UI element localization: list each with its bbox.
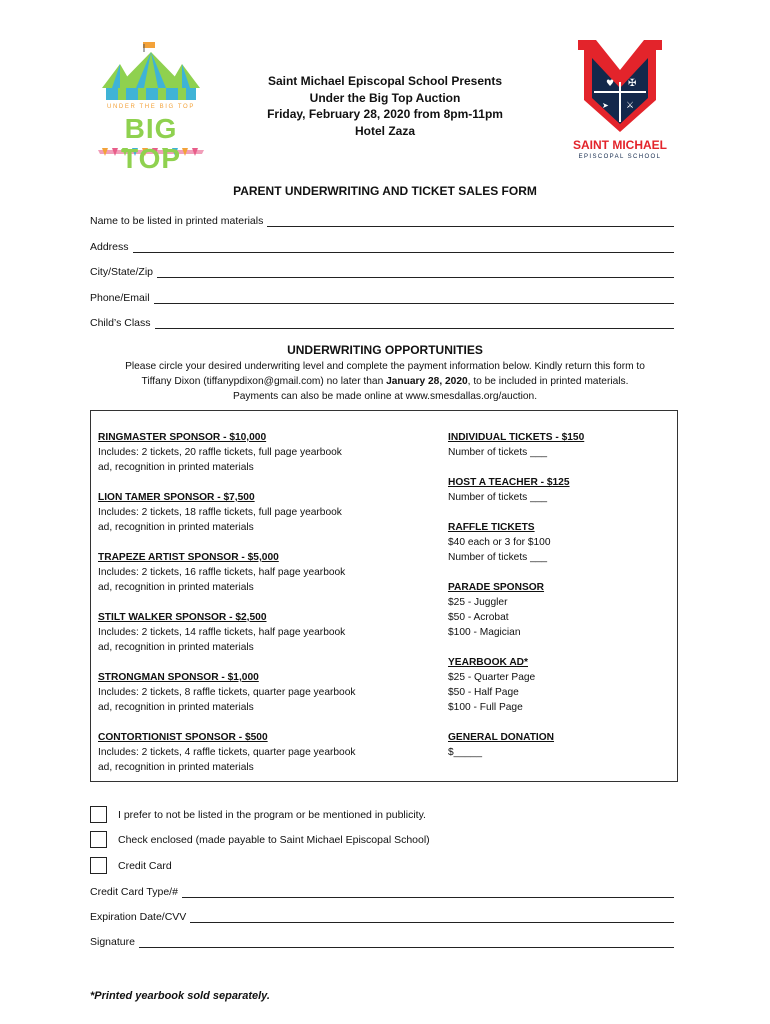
header-line-4: Hotel Zaza <box>354 123 415 138</box>
school-name: SAINT MICHAEL <box>573 138 667 152</box>
item-title: HOST A TEACHER - $125 <box>448 477 570 488</box>
sponsor-desc: ad, recognition in printed materials <box>98 582 254 593</box>
intro-line-1: Please circle your desired underwriting level and complete the payment information below. Kindly return this form to <box>125 361 645 372</box>
item-line: Number of tickets ___ <box>448 552 548 563</box>
header-line-1: Saint Michael Episcopal School Presents <box>267 74 503 88</box>
sponsor-ringmaster[interactable] <box>98 430 388 475</box>
credit-card-option[interactable] <box>90 857 172 874</box>
item-line: $100 - Magician <box>448 627 521 638</box>
school-shield-icon <box>566 36 674 136</box>
city-state-zip-field[interactable] <box>90 264 674 278</box>
field-line[interactable] <box>133 242 674 253</box>
item-line: $50 - Half Page <box>448 687 519 698</box>
sponsor-desc: ad, recognition in printed materials <box>98 702 254 713</box>
underwriting-title: UNDERWRITING OPPORTUNITIES <box>287 343 483 357</box>
child-class-field[interactable] <box>90 315 674 329</box>
intro-text: , to be included in printed materials. <box>467 376 629 387</box>
field-line[interactable] <box>154 293 674 304</box>
raffle-tickets[interactable] <box>448 520 668 565</box>
sponsor-contortionist[interactable] <box>98 730 388 775</box>
item-title: PARADE SPONSOR <box>448 582 545 593</box>
item-title: RAFFLE TICKETS <box>448 522 535 533</box>
yearbook-ad[interactable] <box>448 655 668 715</box>
sponsor-strongman[interactable] <box>98 670 388 715</box>
intro-line-2 <box>90 374 680 389</box>
svg-text:♥: ♥ <box>606 79 615 89</box>
sponsor-title: STILT WALKER SPONSOR - $2,500 <box>98 612 267 623</box>
sponsor-title: STRONGMAN SPONSOR - $1,000 <box>98 672 259 683</box>
no-publicity-checkbox[interactable] <box>90 806 107 823</box>
field-label: Address <box>90 241 129 253</box>
sponsor-stilt-walker[interactable] <box>98 610 388 655</box>
check-enclosed-option[interactable] <box>90 831 430 848</box>
item-line: $25 - Juggler <box>448 597 508 608</box>
sponsor-desc: ad, recognition in printed materials <box>98 522 254 533</box>
checkbox-label: Check enclosed (made payable to Saint Michael Episcopal School) <box>118 833 430 846</box>
field-label: Child’s Class <box>90 317 151 329</box>
sponsor-title: CONTORTIONIST SPONSOR - $500 <box>98 732 268 743</box>
underwriting-intro <box>90 359 680 404</box>
sponsor-desc: Includes: 2 tickets, 8 raffle tickets, quarter page yearbook <box>98 687 356 698</box>
sponsor-title: LION TAMER SPONSOR - $7,500 <box>98 492 255 503</box>
saint-michael-logo <box>566 36 674 170</box>
general-donation[interactable] <box>448 730 668 760</box>
field-label: Expiration Date/CVV <box>90 911 187 923</box>
expiration-cvv-field[interactable] <box>90 909 674 923</box>
sponsor-desc: ad, recognition in printed materials <box>98 642 254 653</box>
check-enclosed-checkbox[interactable] <box>90 831 107 848</box>
field-line[interactable] <box>157 267 674 278</box>
signature-field[interactable] <box>90 934 674 948</box>
big-top-logo <box>98 42 204 174</box>
checkbox-label: I prefer to not be listed in the program or be mentioned in publicity. <box>118 808 426 821</box>
address-field[interactable] <box>90 239 674 253</box>
field-label: Credit Card Type/# <box>90 886 178 898</box>
sponsor-desc: Includes: 2 tickets, 18 raffle tickets, full page yearbook <box>98 507 342 518</box>
field-line[interactable] <box>182 887 674 898</box>
sponsor-lion-tamer[interactable] <box>98 490 388 535</box>
intro-text: Tiffany Dixon (tiffanypdixon@gmail.com) no later than <box>141 376 387 387</box>
field-line[interactable] <box>267 216 674 227</box>
logo-small-text: UNDER THE BIG TOP <box>107 104 195 110</box>
sponsor-desc: ad, recognition in printed materials <box>98 462 254 473</box>
sponsor-trapeze-artist[interactable] <box>98 550 388 595</box>
credit-card-type-field[interactable] <box>90 884 674 898</box>
sponsor-desc: Includes: 2 tickets, 4 raffle tickets, quarter page yearbook <box>98 747 356 758</box>
header-line-3: Friday, February 28, 2020 from 8pm-11pm <box>267 107 503 121</box>
item-line: $50 - Acrobat <box>448 612 509 623</box>
item-title: YEARBOOK AD* <box>448 657 528 668</box>
sponsor-desc: Includes: 2 tickets, 20 raffle tickets, full page yearbook <box>98 447 342 458</box>
logo-big-text: BIG TOP <box>120 113 182 174</box>
event-header <box>200 73 570 139</box>
field-line[interactable] <box>190 912 674 923</box>
checkbox-label: Credit Card <box>118 859 172 872</box>
form-title: PARENT UNDERWRITING AND TICKET SALES FORM <box>233 184 537 198</box>
item-line: $100 - Full Page <box>448 702 523 713</box>
item-line: Number of tickets ___ <box>448 492 548 503</box>
individual-tickets[interactable] <box>448 430 668 460</box>
sponsor-desc: Includes: 2 tickets, 14 raffle tickets, half page yearbook <box>98 627 346 638</box>
credit-card-checkbox[interactable] <box>90 857 107 874</box>
field-label: Name to be listed in printed materials <box>90 215 264 227</box>
field-label: Signature <box>90 936 135 948</box>
sponsor-title: TRAPEZE ARTIST SPONSOR - $5,000 <box>98 552 279 563</box>
footnote: *Printed yearbook sold separately. <box>90 990 270 1002</box>
item-title: INDIVIDUAL TICKETS - $150 <box>448 432 585 443</box>
no-publicity-option[interactable] <box>90 806 426 823</box>
school-subtitle: EPISCOPAL SCHOOL <box>578 154 662 160</box>
item-line: Number of tickets ___ <box>448 447 548 458</box>
field-label: Phone/Email <box>90 292 150 304</box>
field-label: City/State/Zip <box>90 266 154 278</box>
svg-text:⚔: ⚔ <box>626 101 635 111</box>
item-line: $40 each or 3 for $100 <box>448 537 551 548</box>
svg-text:✠: ✠ <box>628 78 637 89</box>
sponsor-title: RINGMASTER SPONSOR - $10,000 <box>98 432 267 443</box>
item-line: $25 - Quarter Page <box>448 672 536 683</box>
item-title: GENERAL DONATION <box>448 732 555 743</box>
deadline-date: January 28, 2020 <box>386 376 468 387</box>
header-line-2: Under the Big Top Auction <box>309 90 461 105</box>
field-line[interactable] <box>139 937 674 948</box>
sponsor-desc: ad, recognition in printed materials <box>98 762 254 773</box>
phone-email-field[interactable] <box>90 290 674 304</box>
sponsor-desc: Includes: 2 tickets, 16 raffle tickets, half page yearbook <box>98 567 346 578</box>
svg-text:➤: ➤ <box>602 101 609 110</box>
parade-sponsor[interactable] <box>448 580 668 640</box>
intro-line-3: Payments can also be made online at www.smesdallas.org/auction. <box>232 391 538 402</box>
name-field[interactable] <box>90 213 674 227</box>
host-a-teacher[interactable] <box>448 475 668 505</box>
item-line: $_____ <box>448 747 482 758</box>
field-line[interactable] <box>155 318 675 329</box>
